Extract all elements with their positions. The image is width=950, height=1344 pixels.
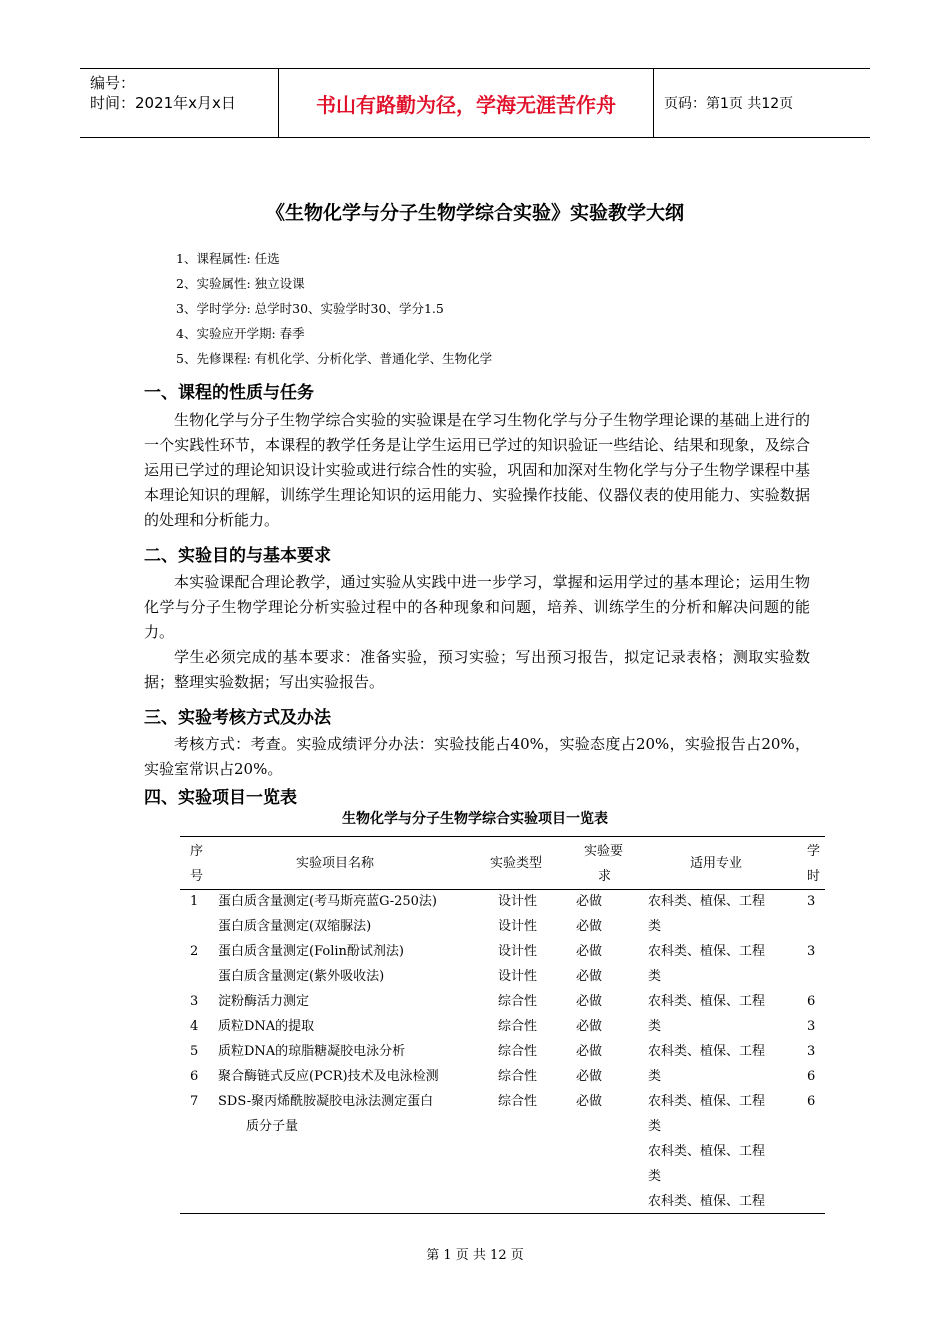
section-2-body — [144, 570, 810, 695]
seq-cell: 6 — [190, 1069, 199, 1084]
number-label: 编号： — [90, 74, 136, 92]
header-type: 实验类型 — [490, 856, 543, 871]
section-2-paragraph-2: 学生必须完成的基本要求：准备实验，预习实验；写出预习报告，拟定记录表格；测取实验数据；整理实验数据；写出实验报告。 — [144, 648, 810, 691]
applicable-major: 类 — [648, 919, 662, 934]
experiment-type: 综合性 — [498, 994, 538, 1009]
applicable-major: 类 — [648, 1169, 662, 1184]
seq-cell: 7 — [190, 1094, 199, 1109]
header-major: 适用专业 — [690, 856, 743, 871]
hours-cell: 3 — [807, 1019, 816, 1034]
seq-cell: 4 — [190, 1019, 199, 1034]
header-motto: 书山有路勤为径，学海无涯苦作舟 — [278, 69, 654, 137]
experiment-name: 蛋白质含量测定(双缩脲法) — [218, 919, 372, 934]
experiment-type: 设计性 — [498, 919, 538, 934]
experiment-requirement: 必做 — [576, 1094, 603, 1109]
experiment-type: 综合性 — [498, 1044, 538, 1059]
attribute-item: 3、学时学分: 总学时30、实验学时30、学分1.5 — [176, 301, 444, 316]
applicable-major: 类 — [648, 1069, 662, 1084]
header-seq-2: 号 — [190, 869, 204, 884]
attribute-item: 2、实验属性: 独立设课 — [176, 276, 305, 291]
section-3-body — [144, 732, 810, 782]
experiment-type: 设计性 — [498, 944, 538, 959]
header-meta — [80, 69, 278, 137]
applicable-major: 农科类、植保、工程 — [648, 1044, 766, 1059]
applicable-major: 农科类、植保、工程 — [648, 1144, 766, 1159]
applicable-major: 农科类、植保、工程 — [648, 1194, 766, 1209]
header-hours-2: 时 — [807, 869, 821, 884]
experiment-requirement: 必做 — [576, 894, 603, 909]
header-req-1: 实验要 — [584, 844, 624, 859]
experiment-requirement: 必做 — [576, 919, 603, 934]
page-header — [80, 68, 870, 138]
hours-cell: 6 — [807, 1094, 816, 1109]
attribute-item: 4、实验应开学期: 春季 — [176, 326, 305, 341]
section-3-title: 三、实验考核方式及办法 — [144, 708, 331, 728]
experiment-name: 质粒DNA的提取 — [218, 1019, 315, 1034]
course-attributes — [176, 246, 492, 371]
document-title: 《生物化学与分子生物学综合实验》实验教学大纲 — [265, 202, 684, 224]
seq-cell: 1 — [190, 894, 199, 909]
applicable-major: 农科类、植保、工程 — [648, 894, 766, 909]
experiment-type: 综合性 — [498, 1019, 538, 1034]
header-req-2: 求 — [598, 869, 612, 884]
experiment-name: 淀粉酶活力测定 — [218, 994, 310, 1009]
experiment-type: 设计性 — [498, 969, 538, 984]
experiment-name: 质粒DNA的琼脂糖凝胶电泳分析 — [218, 1044, 406, 1059]
hours-cell: 6 — [807, 994, 816, 1009]
section-1-body — [144, 408, 810, 533]
experiment-name: 质分子量 — [246, 1119, 299, 1134]
hours-cell: 3 — [807, 944, 816, 959]
header-page-info: 页码：第1页 共12页 — [664, 96, 794, 112]
hours-cell: 3 — [807, 1044, 816, 1059]
experiment-type: 综合性 — [498, 1094, 538, 1109]
attribute-item: 1、课程属性: 任选 — [176, 251, 280, 266]
experiment-name: 聚合酶链式反应(PCR)技术及电泳检测 — [218, 1069, 439, 1084]
header-hours-1: 学 — [807, 844, 821, 859]
attribute-item: 5、先修课程: 有机化学、分析化学、普通化学、生物化学 — [176, 351, 493, 366]
hours-cell: 3 — [807, 894, 816, 909]
applicable-major: 农科类、植保、工程 — [648, 1094, 766, 1109]
experiment-table — [180, 836, 825, 1214]
applicable-major: 类 — [648, 969, 662, 984]
experiment-name: SDS-聚丙烯酰胺凝胶电泳法测定蛋白 — [218, 1094, 434, 1109]
experiment-requirement: 必做 — [576, 944, 603, 959]
applicable-major: 类 — [648, 1119, 662, 1134]
applicable-major: 农科类、植保、工程 — [648, 994, 766, 1009]
experiment-requirement: 必做 — [576, 1044, 603, 1059]
header-name: 实验项目名称 — [296, 856, 375, 871]
experiment-name: 蛋白质含量测定(紫外吸收法) — [218, 969, 385, 984]
experiment-type: 综合性 — [498, 1069, 538, 1084]
section-1-paragraph: 生物化学与分子生物学综合实验的实验课是在学习生物化学与分子生物学理论课的基础上进行的一个实践性环节，本课程的教学任务是让学生运用已学过的知识验证一些结论、结果和现象，及综合运用已学过的理论知识设计实验或进行综合性的实验，巩固和加深对生物化学与分子生物学课程中基本理论知识的理解，训练学生理论知识的运用能力、实验操作技能、仪器仪表的使用能力、实验数据的处理和分析能力。 — [144, 411, 810, 529]
time-label: 时间：2021年x月x日 — [90, 94, 236, 112]
section-3-paragraph: 考核方式：考查。实验成绩评分办法：实验技能占40%，实验态度占20%，实验报告占20%，实验室常识占20%。 — [144, 735, 810, 778]
header-seq-1: 序 — [190, 844, 204, 859]
section-2-title: 二、实验目的与基本要求 — [144, 546, 331, 566]
experiment-name: 蛋白质含量测定(考马斯亮蓝G-250法) — [218, 894, 437, 909]
applicable-major: 农科类、植保、工程 — [648, 944, 766, 959]
page-footer: 第 1 页 共 12 页 — [426, 1248, 524, 1263]
experiment-requirement: 必做 — [576, 969, 603, 984]
seq-cell: 3 — [190, 994, 199, 1009]
table-caption: 生物化学与分子生物学综合实验项目一览表 — [342, 811, 608, 827]
seq-cell: 5 — [190, 1044, 199, 1059]
hours-cell: 6 — [807, 1069, 816, 1084]
section-2-paragraph-1: 本实验课配合理论教学，通过实验从实践中进一步学习，掌握和运用学过的基本理论；运用生物化学与分子生物学理论分析实验过程中的各种现象和问题，培养、训练学生的分析和解决问题的能力。 — [144, 573, 810, 641]
experiment-type: 设计性 — [498, 894, 538, 909]
experiment-requirement: 必做 — [576, 1069, 603, 1084]
seq-cell: 2 — [190, 944, 199, 959]
applicable-major: 类 — [648, 1019, 662, 1034]
section-1-title: 一、课程的性质与任务 — [144, 383, 314, 403]
experiment-requirement: 必做 — [576, 994, 603, 1009]
section-4-title: 四、实验项目一览表 — [144, 788, 297, 808]
experiment-name: 蛋白质含量测定(Folin酚试剂法) — [218, 944, 404, 959]
experiment-requirement: 必做 — [576, 1019, 603, 1034]
